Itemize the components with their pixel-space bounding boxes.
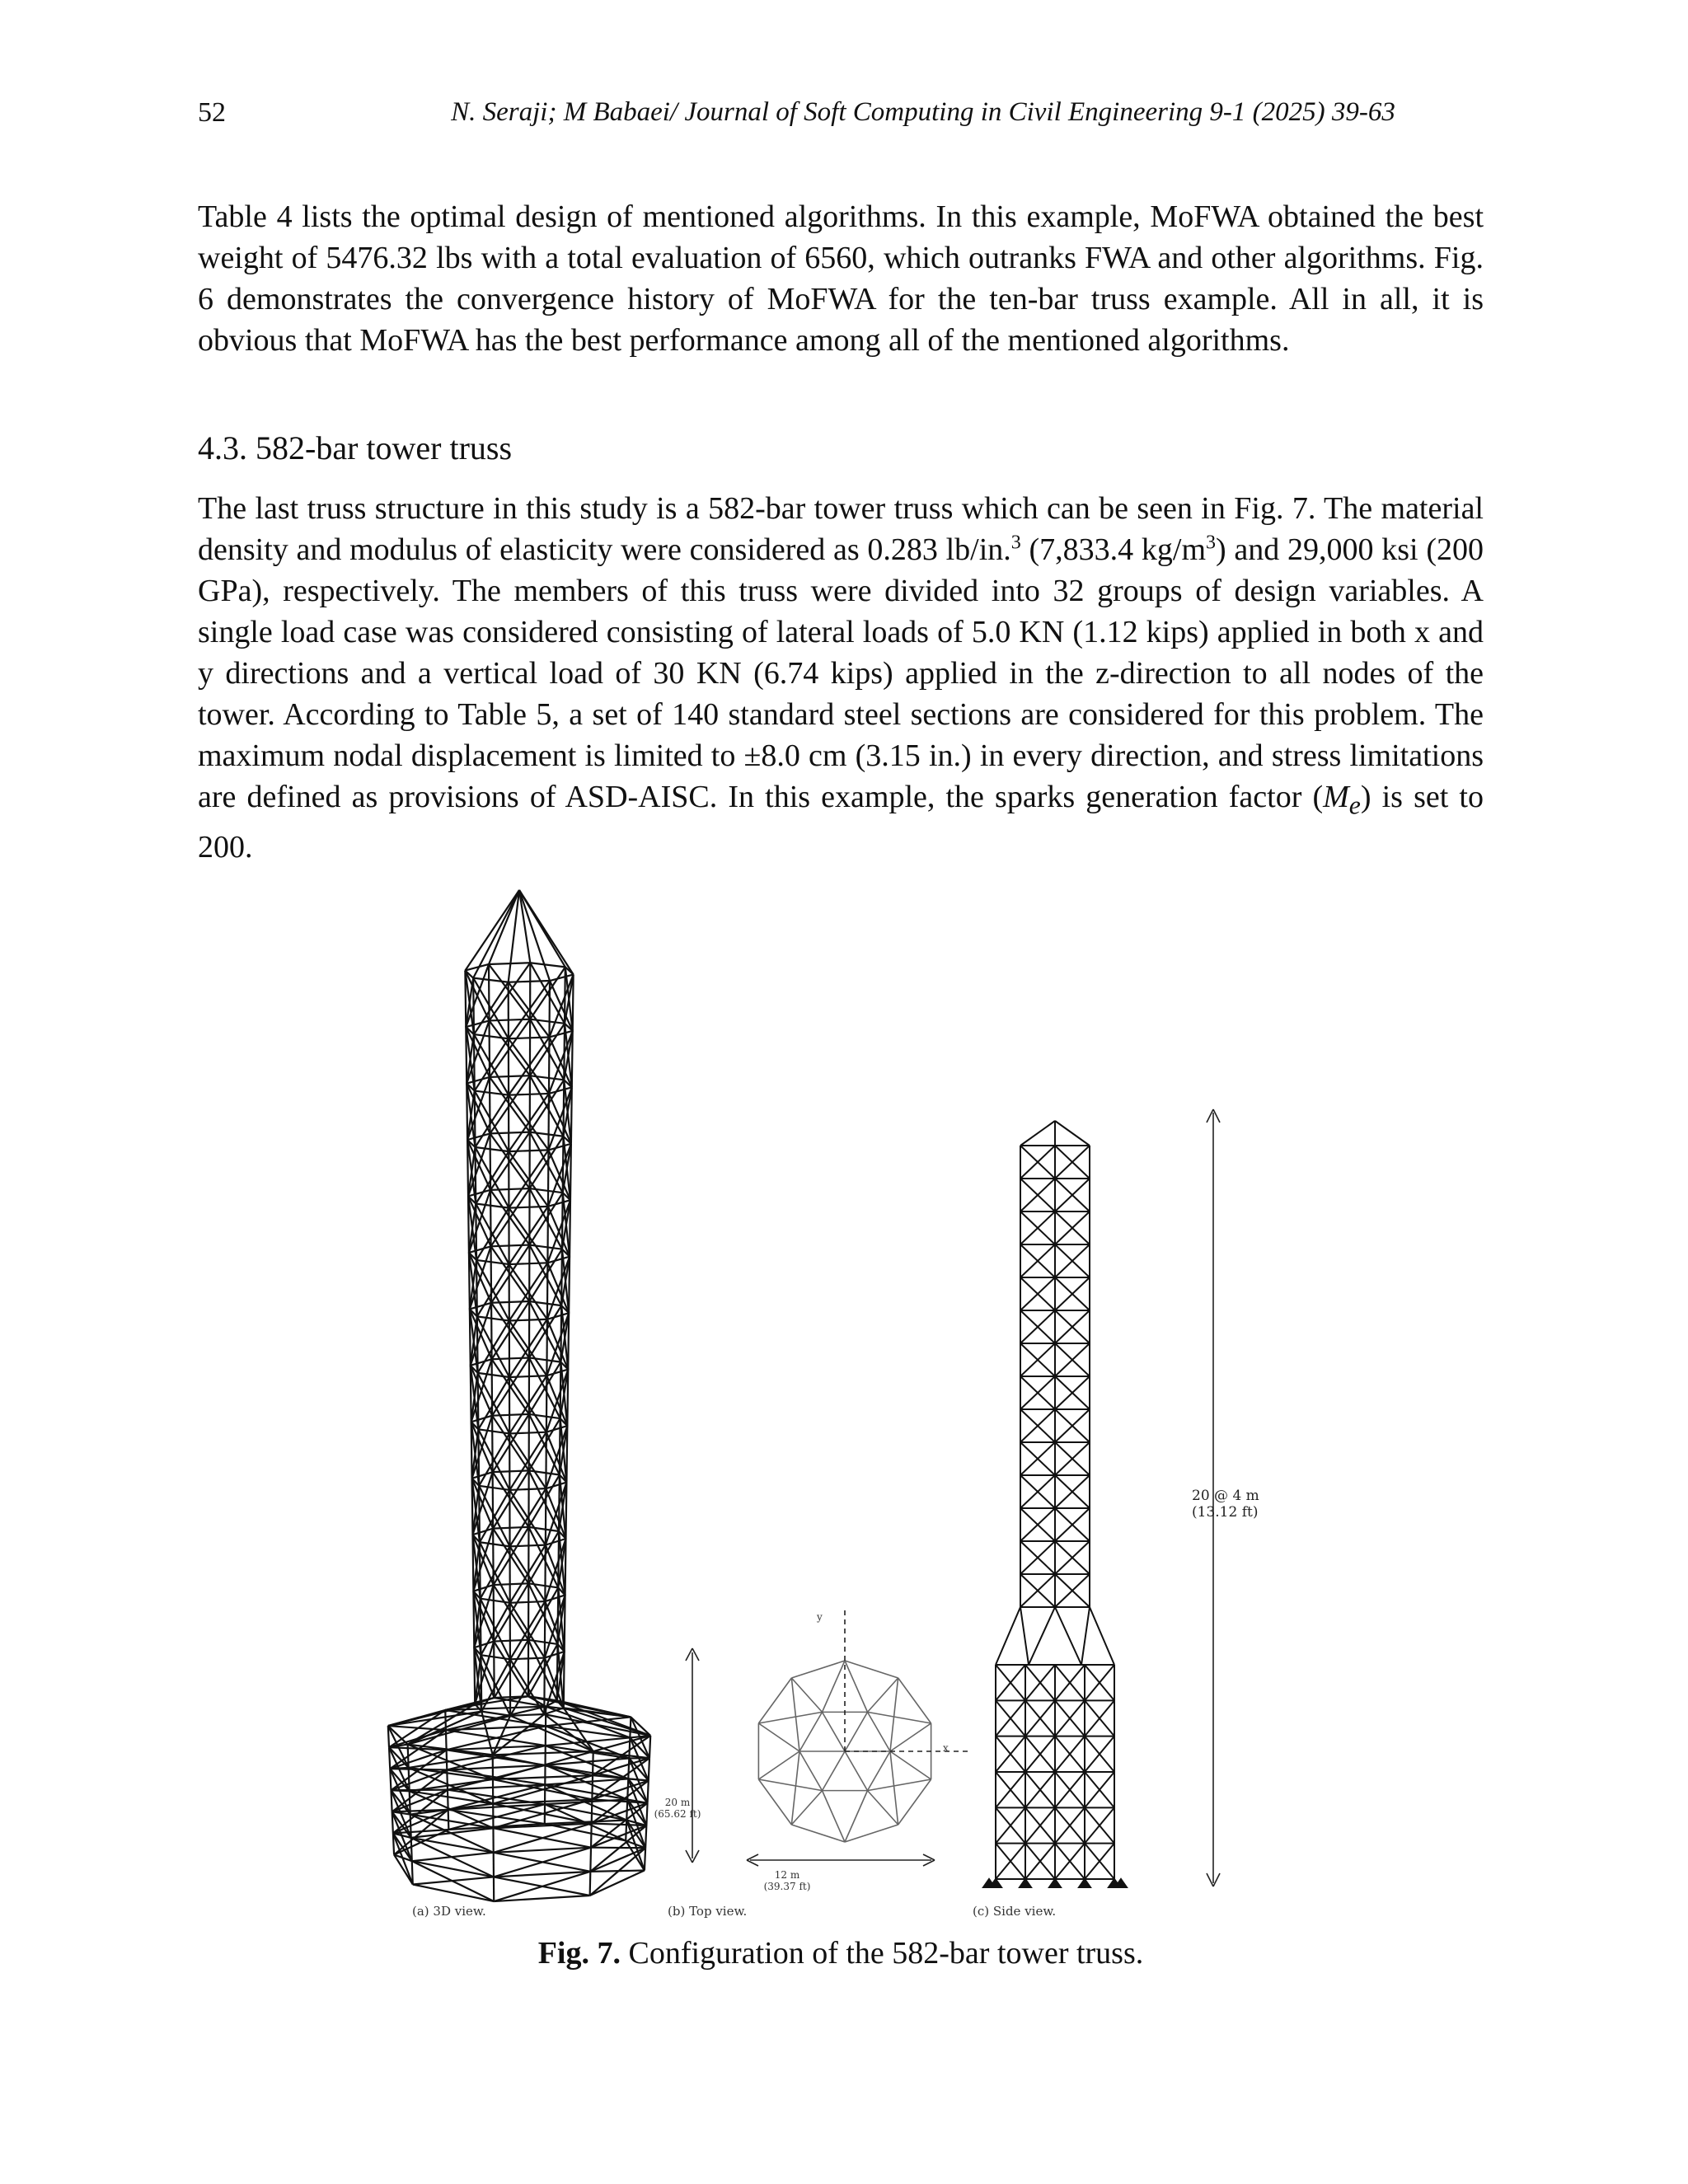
truss-member — [411, 1838, 494, 1853]
truss-member — [410, 1815, 494, 1853]
axis-x-label: x — [943, 1742, 949, 1754]
paragraph-results: Table 4 lists the optimal design of mentioned algorithms. In this example, MoFWA obtained the best weight of 5476.32 lbs with a total evaluation of 6560, which outranks FWA and other algorithms. Fig. 6 demonstrates the convergence history of MoFWA for the ten-bar truss example. All in all, it is obvious that MoFWA has the best performance among all of the mentioned algorithms. — [198, 199, 1484, 358]
truss-member — [823, 1791, 846, 1842]
truss-member — [492, 1359, 493, 1415]
truss-member — [467, 1077, 490, 1084]
truss-member — [628, 1758, 629, 1779]
truss-member — [592, 1775, 593, 1799]
truss-member — [519, 890, 550, 981]
truss-member — [390, 1769, 391, 1790]
truss-member — [493, 1472, 494, 1528]
truss-member — [411, 1838, 494, 1877]
truss-member — [648, 1780, 649, 1802]
truss-member — [491, 1301, 529, 1303]
truss-member — [549, 1087, 572, 1094]
arrow-head — [686, 1850, 692, 1863]
truss-member — [1081, 1607, 1090, 1665]
truss-member — [475, 1091, 509, 1095]
truss-member — [890, 1751, 931, 1779]
truss-member — [823, 1712, 846, 1751]
truss-member — [898, 1779, 931, 1825]
truss-member — [469, 1246, 491, 1253]
label-top-view: (b) Top view. — [668, 1904, 748, 1919]
truss-member — [492, 1357, 529, 1359]
truss-member — [473, 1585, 493, 1591]
truss-member — [447, 1750, 448, 1769]
truss-member — [472, 1535, 473, 1591]
truss-member — [545, 1652, 565, 1658]
truss-member — [476, 1203, 509, 1264]
truss-member — [509, 1319, 547, 1321]
truss-member — [494, 1585, 495, 1641]
truss-member — [845, 1825, 898, 1842]
truss-member — [590, 1871, 645, 1896]
truss-member — [791, 1678, 822, 1712]
truss-member — [758, 1723, 799, 1751]
truss-member — [868, 1712, 931, 1723]
truss-member — [490, 1133, 491, 1189]
truss-member — [466, 1027, 467, 1083]
truss-member — [649, 1736, 650, 1758]
truss-member — [890, 1723, 931, 1751]
truss-member — [758, 1779, 822, 1791]
truss-member — [510, 1601, 546, 1603]
truss-member — [466, 1020, 489, 1027]
truss-member — [471, 1416, 492, 1422]
truss-member — [478, 1429, 509, 1490]
truss-member — [550, 974, 574, 981]
truss-member — [758, 1678, 791, 1723]
truss-member — [509, 1037, 550, 1038]
truss-member — [530, 1076, 564, 1080]
truss-member — [465, 971, 466, 1027]
truss-member — [494, 1853, 591, 1872]
truss-member — [494, 1642, 495, 1698]
caption-label: Fig. 7. — [537, 1936, 621, 1971]
truss-member — [476, 1147, 509, 1151]
support-icon — [1020, 1879, 1031, 1887]
paragraph-problem-description: The last truss structure in this study is a 582-bar tower truss which can be seen in Fig. 7. The material density and modulus of elasticity were considered as 0.283 lb/in.$^3$ (7,833.4 $kg/m^3$) and 29,000 ksi (200 GPa), respectively. The members of this truss were divided into 32 groups of design variables. A single load case was considered consisting of lateral loads of 5.0 KN (1.12 kips) applied in both x and y directions and a vertical load of 30 KN (6.74 kips) applied in the z-direction to all nodes of the tower. According to Table 5, a set of 140 standard steel sections are considered for this problem. The maximum nodal displacement is limited to ±8.0 cm (3.15 in.) in every direction, and stress limitations are defined as provisions of ASD-AISC. In this example, the sparks generation factor $(M_e)$ is set to 200. — [198, 491, 1484, 865]
arrow-head — [692, 1850, 699, 1863]
truss-member — [845, 1661, 868, 1712]
truss-member — [590, 1848, 591, 1872]
truss-member — [1020, 1121, 1055, 1146]
truss-member — [799, 1712, 823, 1751]
truss-member — [509, 981, 550, 982]
truss-member — [868, 1779, 931, 1791]
truss-member — [474, 1034, 509, 1038]
figure-caption: Fig. 7. Configuration of the 582-bar tower truss. — [537, 1936, 1144, 1971]
truss-member — [474, 1647, 475, 1704]
truss-member — [548, 1200, 570, 1207]
truss-member — [493, 1527, 528, 1529]
truss-member — [627, 1779, 628, 1799]
truss-member — [630, 1717, 631, 1737]
truss-member — [490, 1188, 530, 1190]
truss-member — [447, 1769, 448, 1789]
arrow-head — [923, 1860, 935, 1866]
truss-member — [474, 1034, 509, 1095]
truss-drawings — [363, 874, 1335, 1937]
truss-member — [493, 1470, 529, 1472]
truss-member — [509, 1094, 549, 1095]
truss-member — [509, 1150, 548, 1151]
truss-member — [477, 1316, 509, 1320]
label-side-view: (c) Side view. — [973, 1904, 1057, 1919]
truss-member — [490, 1132, 530, 1134]
truss-member — [519, 890, 565, 967]
truss-member — [563, 1080, 564, 1136]
truss-member — [469, 1253, 470, 1309]
truss-member — [408, 1704, 476, 1745]
truss-member — [476, 1147, 509, 1208]
arrow-head — [1207, 1873, 1213, 1886]
truss-member — [548, 1144, 570, 1151]
truss-member — [481, 1655, 509, 1659]
truss-member — [509, 1263, 548, 1264]
truss-member — [474, 1642, 494, 1648]
support-icon — [1049, 1879, 1061, 1887]
truss-member — [473, 978, 509, 1039]
truss-member — [389, 1747, 390, 1769]
truss-member — [481, 1655, 510, 1716]
truss-member — [791, 1678, 799, 1751]
truss-member — [476, 1260, 509, 1264]
truss-member — [472, 1472, 493, 1479]
truss-member — [470, 1303, 491, 1310]
truss-member — [445, 1710, 446, 1730]
top-height-label: 20 m (65.62 ft) — [654, 1797, 701, 1820]
truss-member — [890, 1751, 898, 1825]
truss-member — [510, 1658, 545, 1660]
truss-member — [868, 1791, 898, 1825]
truss-member — [823, 1661, 846, 1712]
truss-member — [592, 1799, 593, 1823]
arrow-head — [923, 1854, 935, 1860]
truss-member — [545, 1595, 565, 1601]
truss-member — [471, 1422, 472, 1478]
running-header — [198, 97, 1484, 138]
arrow-head — [686, 1648, 692, 1661]
truss-member — [799, 1751, 823, 1791]
truss-member — [481, 1599, 510, 1660]
axis-y-label: y — [817, 1611, 823, 1623]
truss-member — [898, 1678, 931, 1723]
truss-member — [476, 1203, 509, 1207]
truss-member — [791, 1751, 799, 1825]
truss-member — [530, 963, 565, 967]
truss-member — [509, 1488, 546, 1490]
truss-member — [868, 1751, 891, 1791]
truss-member — [546, 1539, 566, 1545]
truss-member — [791, 1825, 845, 1842]
truss-member — [388, 1726, 389, 1747]
truss-member — [546, 1426, 567, 1432]
truss-member — [545, 1824, 626, 1841]
truss-member — [791, 1791, 822, 1825]
truss-member — [493, 1714, 545, 1755]
truss-member — [1029, 1607, 1055, 1665]
side-dimension-label: 20 @ 4 m (13.12 ft) — [1192, 1488, 1259, 1521]
arrow-head — [747, 1854, 758, 1860]
truss-member — [473, 1591, 474, 1647]
truss-member — [473, 978, 509, 982]
journal-citation: N. Seraji; M Babaei/ Journal of Soft Computing in Civil Engineering 9-1 (2025) 39-63 — [451, 97, 1395, 127]
truss-member — [629, 1737, 630, 1758]
truss-member — [479, 1486, 509, 1547]
truss-member — [491, 1245, 530, 1247]
truss-member — [472, 1479, 473, 1535]
truss-member — [590, 1872, 591, 1896]
arrow-head — [747, 1860, 758, 1866]
truss-member — [475, 1091, 509, 1152]
truss-member — [845, 1712, 868, 1751]
truss-side-view — [983, 1121, 1127, 1887]
truss-member — [494, 1583, 529, 1585]
truss-member — [628, 1779, 648, 1780]
truss-member — [530, 1019, 565, 1024]
truss-member — [494, 1877, 590, 1896]
truss-member — [1055, 1607, 1081, 1665]
truss-member — [564, 1024, 565, 1080]
page-number: 52 — [198, 97, 226, 128]
truss-member — [491, 1246, 492, 1302]
truss-member — [791, 1661, 845, 1678]
truss-member — [489, 963, 530, 964]
truss-member — [446, 1730, 447, 1750]
arrow-head — [1213, 1109, 1220, 1122]
figure-tower-truss — [363, 874, 1335, 1937]
truss-member — [412, 1861, 494, 1901]
truss-member — [868, 1678, 898, 1712]
truss-member — [626, 1799, 627, 1820]
math-symbol: M — [1323, 780, 1349, 814]
truss-member — [412, 1861, 494, 1877]
truss-member — [392, 1811, 393, 1833]
truss-3d-view — [388, 890, 650, 1901]
truss-member — [823, 1751, 846, 1791]
truss-member — [391, 1790, 392, 1811]
truss-member — [547, 1257, 570, 1263]
truss-member — [489, 964, 490, 1020]
truss-member — [493, 1529, 494, 1585]
truss-member — [477, 1316, 509, 1377]
truss-member — [476, 1260, 509, 1321]
truss-member — [448, 1810, 449, 1830]
truss-member — [509, 1432, 546, 1434]
truss-member — [490, 1190, 491, 1246]
truss-member — [996, 1607, 1020, 1665]
truss-member — [530, 1132, 564, 1137]
truss-member — [509, 1376, 546, 1377]
label-3d-view: (a) 3D view. — [412, 1904, 486, 1919]
truss-member — [470, 1309, 471, 1365]
top-width-label: 12 m (39.37 ft) — [763, 1869, 811, 1892]
arrow-head — [1213, 1873, 1220, 1886]
truss-member — [547, 1313, 569, 1319]
truss-member — [758, 1712, 822, 1723]
truss-member — [413, 1885, 494, 1902]
truss-member — [758, 1751, 799, 1779]
truss-member — [645, 1825, 646, 1848]
truss-member — [478, 1373, 509, 1377]
truss-member — [491, 1303, 492, 1359]
truss-member — [890, 1678, 898, 1751]
truss-member — [1020, 1607, 1029, 1665]
truss-member — [1055, 1121, 1090, 1146]
truss-member — [492, 1416, 493, 1472]
truss-member — [646, 1803, 647, 1825]
truss-member — [510, 1545, 546, 1547]
truss-member — [468, 1190, 490, 1197]
truss-member — [478, 1373, 510, 1434]
arrow-head — [692, 1648, 699, 1661]
truss-member — [758, 1779, 791, 1825]
truss-member — [546, 1483, 566, 1489]
truss-member — [471, 1359, 492, 1366]
truss-member — [467, 1133, 490, 1140]
truss-member — [472, 1529, 493, 1535]
truss-member — [492, 1414, 529, 1416]
truss-member — [868, 1712, 891, 1751]
truss-member — [467, 1140, 468, 1196]
truss-member — [490, 1019, 531, 1021]
section-heading: 4.3. 582-bar tower truss — [198, 429, 513, 466]
truss-member — [845, 1791, 868, 1842]
truss-member — [480, 1542, 510, 1603]
truss-member — [393, 1833, 394, 1854]
arrow-head — [1207, 1109, 1213, 1122]
truss-member — [468, 1196, 469, 1252]
truss-member — [478, 1429, 509, 1433]
truss-member — [546, 1370, 568, 1376]
truss-member — [591, 1824, 592, 1848]
support-icon — [1079, 1879, 1090, 1887]
truss-member — [490, 1076, 530, 1077]
truss-member — [480, 1542, 510, 1546]
truss-member — [1090, 1607, 1114, 1665]
truss-member — [549, 1031, 572, 1038]
truss-member — [481, 1599, 510, 1603]
truss-member — [845, 1661, 898, 1678]
truss-member — [479, 1486, 509, 1490]
truss-member — [494, 1640, 528, 1642]
truss-member — [845, 1751, 868, 1791]
dimension-lines — [686, 1109, 1220, 1886]
truss-member — [509, 1207, 548, 1208]
truss-member — [590, 1871, 645, 1872]
